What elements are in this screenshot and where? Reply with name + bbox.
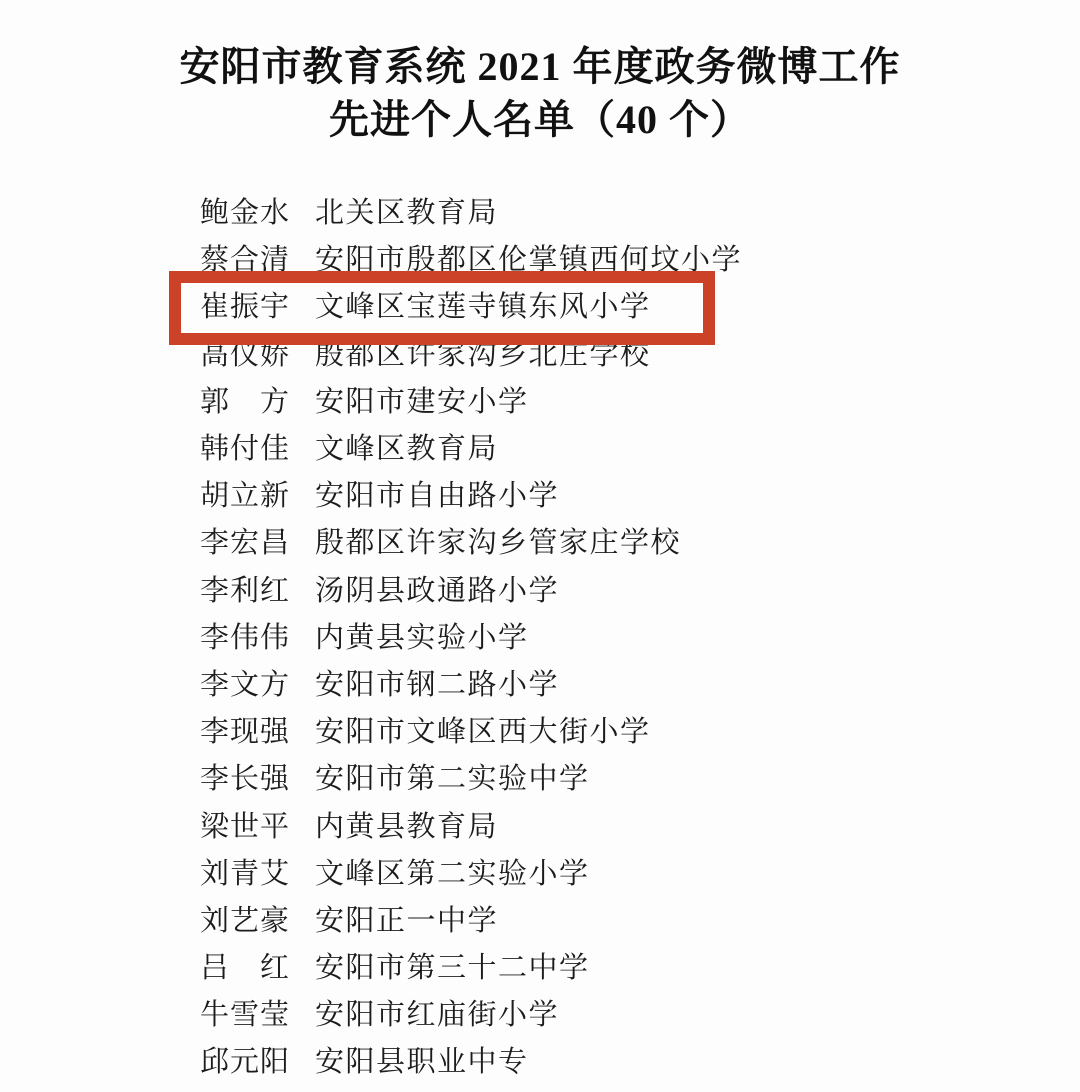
list-row bbox=[200, 423, 742, 470]
list-row bbox=[200, 989, 742, 1036]
document-title-line1: 安阳市教育系统 2021 年度政务微博工作 bbox=[179, 44, 901, 89]
person-name: 梁世平 bbox=[200, 810, 291, 843]
list-row bbox=[200, 753, 742, 800]
list-row bbox=[200, 376, 742, 423]
document-title bbox=[0, 40, 1080, 146]
list-row bbox=[200, 565, 742, 612]
list-row bbox=[200, 329, 742, 376]
person-name: 刘青艾 bbox=[200, 857, 291, 890]
organization-name: 安阳市自由路小学 bbox=[315, 480, 560, 513]
person-name: 李长强 bbox=[200, 763, 291, 796]
person-name: 李现强 bbox=[200, 716, 291, 749]
document-title-line2: 先进个人名单（40 个） bbox=[329, 97, 751, 142]
list-row bbox=[200, 800, 742, 847]
person-name: 李利红 bbox=[200, 574, 291, 607]
list-row bbox=[200, 942, 742, 989]
person-name: 刘艺豪 bbox=[200, 904, 291, 937]
person-name: 邱元阳 bbox=[200, 1046, 291, 1079]
person-name: 高仪娇 bbox=[200, 338, 291, 371]
person-name: 蔡合清 bbox=[200, 244, 291, 277]
person-name: 胡立新 bbox=[200, 480, 291, 513]
person-name: 吕 红 bbox=[200, 952, 291, 985]
organization-name: 安阳县职业中专 bbox=[315, 1046, 529, 1079]
organization-name: 安阳市文峰区西大街小学 bbox=[315, 716, 651, 749]
organization-name: 文峰区宝莲寺镇东风小学 bbox=[315, 291, 651, 324]
list-row bbox=[200, 659, 742, 706]
list-row bbox=[200, 517, 742, 564]
list-row bbox=[200, 470, 742, 517]
organization-name: 安阳市红庙街小学 bbox=[315, 999, 560, 1032]
organization-name: 殷都区许家沟乡管家庄学校 bbox=[315, 527, 682, 560]
award-list bbox=[200, 187, 742, 1084]
list-row bbox=[200, 895, 742, 942]
person-name: 崔振宇 bbox=[200, 291, 291, 324]
organization-name: 内黄县实验小学 bbox=[315, 621, 529, 654]
organization-name: 安阳市殷都区伦掌镇西何坟小学 bbox=[315, 244, 743, 277]
person-name: 李宏昌 bbox=[200, 527, 291, 560]
organization-name: 殷都区许家沟乡北庄学校 bbox=[315, 338, 651, 371]
organization-name: 安阳正一中学 bbox=[315, 904, 499, 937]
organization-name: 安阳市建安小学 bbox=[315, 385, 529, 418]
organization-name: 内黄县教育局 bbox=[315, 810, 499, 843]
list-row bbox=[200, 234, 742, 281]
person-name: 韩付佳 bbox=[200, 433, 291, 466]
list-row bbox=[200, 848, 742, 895]
organization-name: 安阳市第三十二中学 bbox=[315, 952, 590, 985]
person-name: 李伟伟 bbox=[200, 621, 291, 654]
person-name: 李文方 bbox=[200, 668, 291, 701]
organization-name: 安阳市钢二路小学 bbox=[315, 668, 560, 701]
person-name: 鲍金水 bbox=[200, 197, 291, 230]
person-name: 郭 方 bbox=[200, 385, 291, 418]
list-row bbox=[200, 612, 742, 659]
list-row bbox=[200, 706, 742, 753]
organization-name: 北关区教育局 bbox=[315, 197, 499, 230]
list-row bbox=[200, 1036, 742, 1083]
person-name: 牛雪莹 bbox=[200, 999, 291, 1032]
organization-name: 安阳市第二实验中学 bbox=[315, 763, 590, 796]
list-row-highlighted bbox=[200, 281, 742, 328]
organization-name: 汤阴县政通路小学 bbox=[315, 574, 560, 607]
organization-name: 文峰区第二实验小学 bbox=[315, 857, 590, 890]
list-row bbox=[200, 187, 742, 234]
organization-name: 文峰区教育局 bbox=[315, 433, 499, 466]
